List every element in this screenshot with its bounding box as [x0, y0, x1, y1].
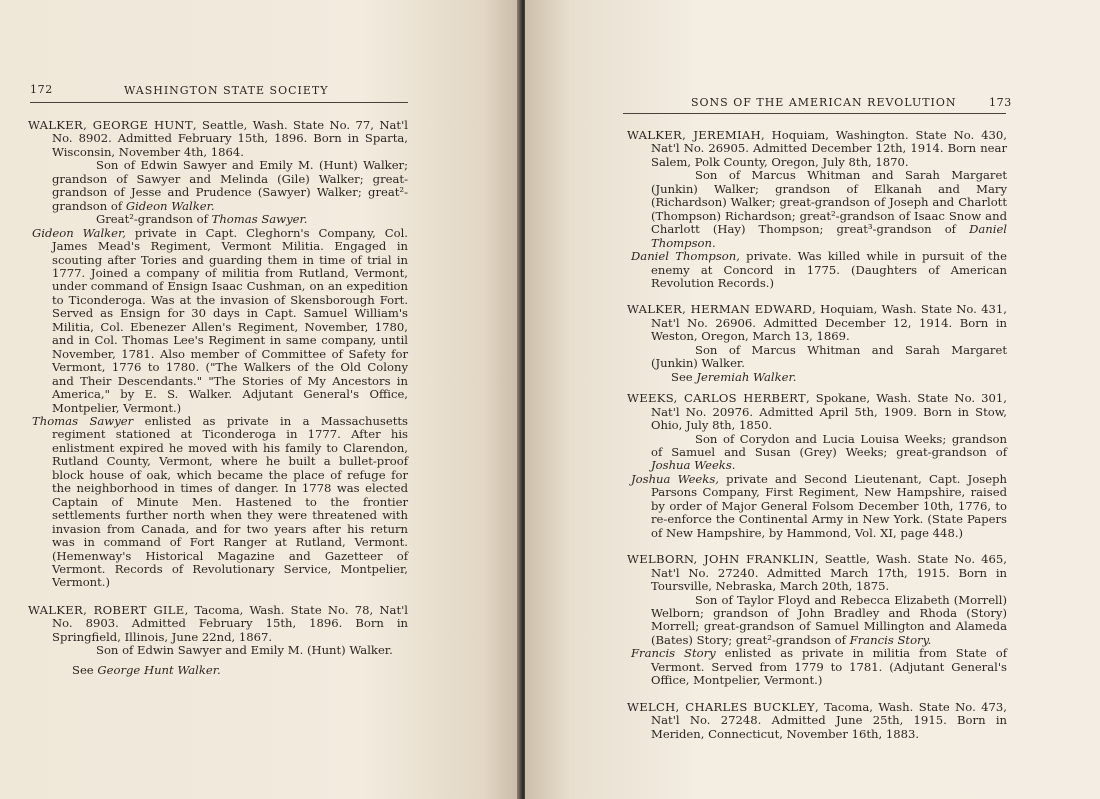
member-entry-charles-buckley-welch — [627, 701, 1007, 741]
lineage-ancestor: Joshua Weeks. — [651, 458, 736, 473]
ancestor-service: enlisted as private in militia from State of Vermont. Served from 1779 to 1781. (Adjutant General's Office, Montpelier, Vermont.) — [651, 646, 1007, 688]
member-entry-robert-gile-walker — [28, 604, 408, 677]
ancestor-name: Gideon Walker, — [32, 225, 126, 240]
member-details: , Seattle, Wash. State No. 77, Nat'l No. 8902. Admitted February 15th, 1896. Born in Sparta, Wisconsin, November 4th, 1864. — [52, 118, 408, 159]
extra-lineage: Great²-grandson of — [96, 212, 208, 227]
ancestor-service: private and Second Lieutenant, Capt. Joseph Parsons Company, First Regiment, New Hampshire, raised by order of Major General Folsom December 10th, 1776, to re-enforce the Continental Army in New York. (State Papers of New Hampshire, by Hammond, Vol. XI, page 448.) — [651, 471, 1007, 540]
member-entry-herman-edward-walker — [627, 303, 1007, 384]
member-lineage: Son of Taylor Floyd and Rebecca Elizabeth (Morrell) Welborn; grandson of John Bradley and Rhoda (Story) Morrell; great-grandson of Samuel Millington and Alameda (Bates) Story; great²-grandson of — [651, 592, 1007, 647]
ancestor-name: Francis Story — [631, 646, 716, 661]
ancestor-note-gideon-walker — [28, 227, 408, 415]
right-column-text — [627, 129, 1007, 741]
ancestor-name: Thomas Sawyer — [32, 413, 134, 428]
ancestor-service: enlisted as private in a Massachusetts regiment stationed at Ticonderoga in 1777. After his enlistment expired he moved with his family to Clarendon, Rutland County, Vermont, where he built a bullet-proof block house of oak, which became the place of refuge for the neighborhood in times of danger. In 1778 was elected Captain of Minute Men. Hastened to the frontier settlements further north when they were threatened with invasion from Canada, and for two years after his return was in command of Fort Ranger at Rutland, Vermont. (Hemenway's Historical Magazine and Gazetteer of Vermont. Records of Revolutionary Service, Montpelier, Vermont.) — [52, 413, 409, 590]
see-prefix: See — [671, 369, 693, 384]
member-name: WELBORN, JOHN FRANKLIN — [627, 552, 815, 567]
member-details: , Hoquiam, Washington. State No. 430, Nat'l No. 26905. Admitted December 12th, 1914. Born near Salem, Polk County, Oregon, July 8th, 1870. — [651, 128, 1007, 169]
extra-ancestor: Thomas Sawyer. — [211, 212, 308, 227]
member-lineage: Son of Edwin Sawyer and Emily M. (Hunt) Walker. — [96, 643, 393, 658]
member-details: , Tacoma, Wash. State No. 78, Nat'l No. 8903. Admitted February 15th, 1896. Born in Springfield, Illinois, June 22nd, 1867. — [52, 602, 409, 644]
lineage-ancestor: Gideon Walker. — [125, 198, 215, 213]
header-rule — [623, 113, 1006, 114]
member-details: , Spokane, Wash. State No. 301, Nat'l No. 20976. Admitted April 5th, 1909. Born in Stow, Ohio, July 8th, 1850. — [651, 391, 1007, 433]
member-name: WALKER, HERMAN EDWARD — [627, 302, 813, 317]
member-details: , Hoquiam, Wash. State No. 431, Nat'l No. 26906. Admitted December 12, 1914. Born in Weston, Oregon, March 13, 1869. — [651, 302, 1007, 344]
member-lineage: Son of Marcus Whitman and Sarah Margaret (Junkin) Walker; grandson of Elkanah and Mary (Richardson) Walker; great-grandson of Joseph and Charlott (Thompson) Richardson; great²-grandson of Isaac Snow and Charlott (Hay) Thompson; great³-grandson of — [651, 168, 1007, 237]
running-head: SONS OF THE AMERICAN REVOLUTION — [691, 96, 957, 109]
member-name: WELCH, CHARLES BUCKLEY — [627, 699, 816, 714]
header-rule — [30, 102, 408, 103]
member-lineage: Son of Corydon and Lucia Louisa Weeks; grandson of Samuel and Susan (Grey) Weeks; great-grandson of — [651, 431, 1007, 459]
ancestor-service: private in Capt. Cleghorn's Company, Col. James Mead's Regiment, Vermont Militia. Engaged in scouting after Tories and guarding them in time of trial in 1777. Joined a company of militia from Rutland, Vermont, under command of Ensign Isaac Cushman, on an expedition to Ticonderoga. Was at the invasion of Skensborough Fort. Served as Ensign for 30 days in Capt. Samuel William's Militia, Col. Ebenezer Allen's Regiment, November, 1780, and in Col. Thomas Lee's Regiment in same company, until November, 1781. Also member of Committee of Safety for Vermont, 1776 to 1780. ("The Walkers of the Old Colony and Their Descendants." "The Stories of My Ancestors in America," by E. S. Walker. Adjutant General's Office, Montpelier, Vermont.) — [52, 225, 408, 415]
member-lineage: Son of Marcus Whitman and Sarah Margaret (Junkin) Walker. — [651, 342, 1007, 371]
see-prefix: See — [72, 662, 94, 677]
page-number: 172 — [30, 83, 53, 96]
page-number: 173 — [989, 96, 1012, 109]
ancestor-name: Joshua Weeks, — [631, 471, 719, 486]
lineage-ancestor: Daniel Thompson. — [651, 222, 1008, 250]
right-page — [525, 0, 1100, 799]
member-details: , Seattle, Wash. State No. 465, Nat'l No. 27240. Admitted March 17th, 1915. Born in Toursville, Nebraska, March 20th, 1875. — [651, 552, 1007, 594]
member-details: , Tacoma, Wash. State No. 473, Nat'l No. 27248. Admitted June 25th, 1915. Born in Meriden, Connecticut, November 16th, 1883. — [651, 699, 1007, 741]
running-head: WASHINGTON STATE SOCIETY — [124, 84, 329, 97]
lineage-ancestor: Francis Story. — [849, 632, 932, 647]
member-entry-john-franklin-welborn — [627, 553, 1007, 647]
member-name: WALKER, GEORGE HUNT — [28, 118, 193, 132]
left-column-text — [28, 119, 408, 677]
member-name: WEEKS, CARLOS HERBERT — [627, 391, 806, 406]
see-reference: George Hunt Walker. — [97, 662, 221, 677]
ancestor-note-francis-story — [627, 647, 1007, 687]
see-reference: Jeremiah Walker. — [696, 369, 797, 384]
member-lineage: Son of Edwin Sawyer and Emily M. (Hunt) Walker; grandson of Sawyer and Melinda (Gile) Walker; great-grandson of Jesse and Prudence (Sawyer) Walker; great²-grandson of — [52, 158, 408, 213]
ancestor-note-thomas-sawyer — [28, 415, 408, 590]
left-page — [0, 0, 520, 799]
ancestor-name: Daniel Thompson, — [631, 249, 740, 264]
member-name: WALKER, JEREMIAH — [627, 128, 761, 142]
ancestor-note-daniel-thompson — [627, 250, 1007, 290]
ancestor-service: private. Was killed while in pursuit of the enemy at Concord in 1775. (Daughters of American Revolution Records.) — [651, 249, 1007, 290]
member-entry-carlos-herbert-weeks — [627, 392, 1007, 473]
member-entry-george-hunt-walker — [28, 119, 408, 227]
member-name: WALKER, ROBERT GILE — [28, 602, 185, 617]
member-entry-jeremiah-walker — [627, 129, 1007, 250]
ancestor-note-joshua-weeks — [627, 473, 1007, 540]
